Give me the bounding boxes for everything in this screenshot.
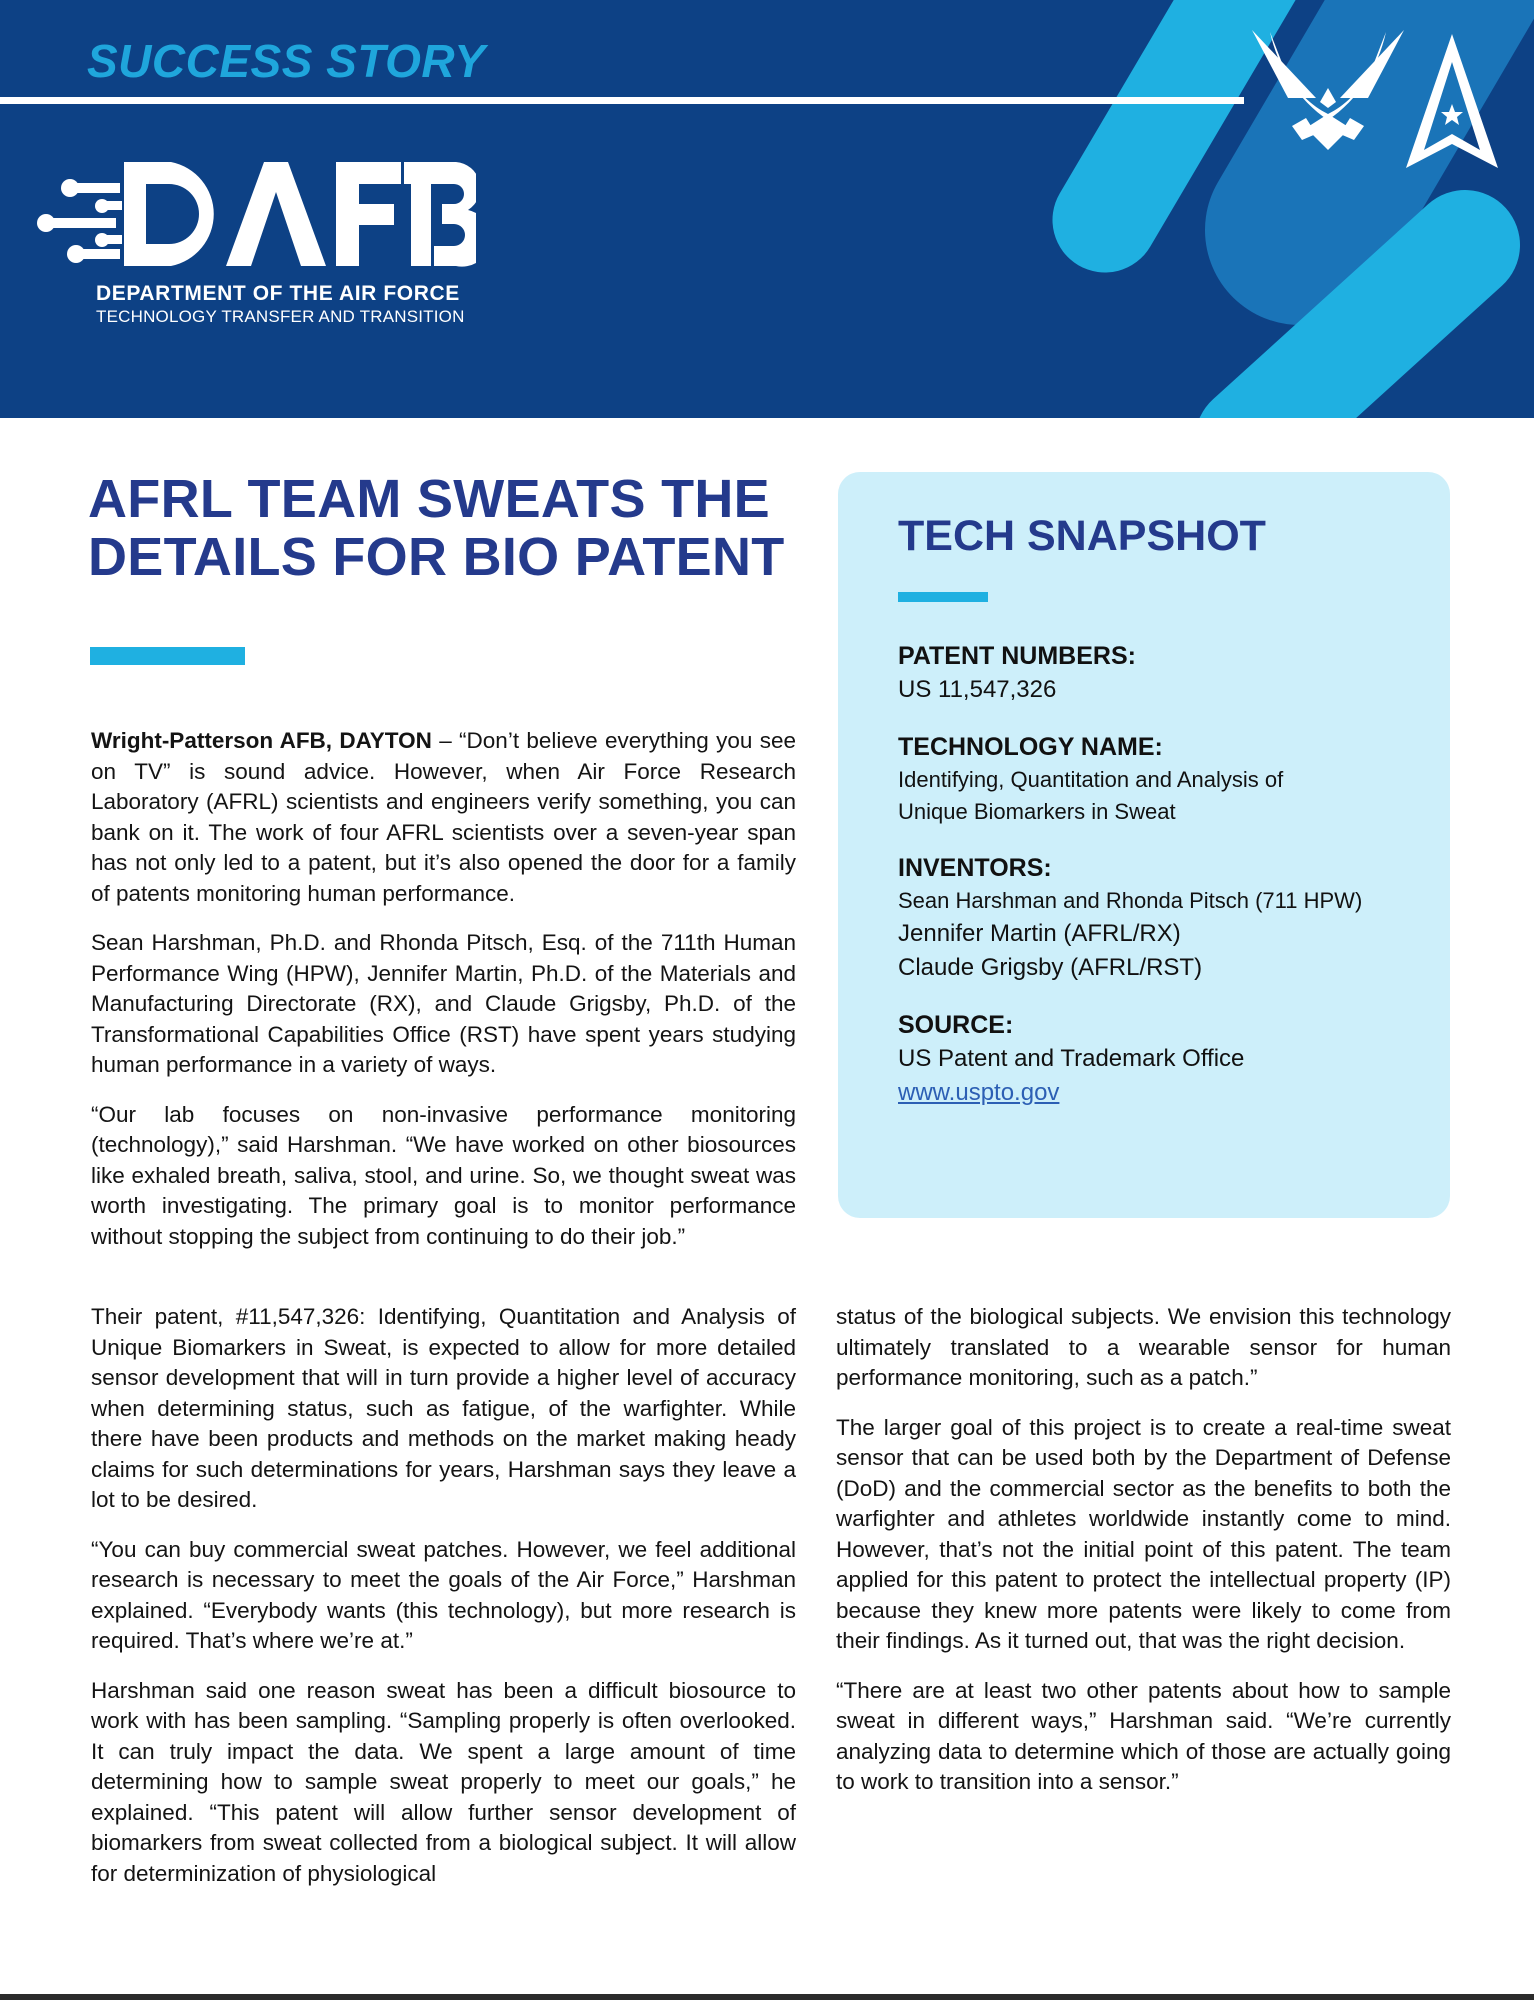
article-paragraph-5: “You can buy commercial sweat patches. However, we feel additional research is necessary to meet the goals of the Air Force,” Harshman explained. “Everybody wants (this technology), but more research is required. That’s where we’re at.” — [91, 1536, 796, 1653]
daft3-logo-icon — [36, 158, 476, 268]
tech-snapshot-box — [838, 472, 1450, 1218]
article-paragraph-3: “Our lab focuses on non-invasive performance monitoring (technology),” said Harshman. “We have worked on other biosources like exhaled breath, saliva, stool, and urine. So, we thought sweat was worth investigating. The primary goal is to monitor performance without stopping the subject from continuing to do their job.” — [91, 1101, 796, 1249]
inventors-section — [898, 852, 1418, 985]
air-force-symbol-icon — [1248, 28, 1408, 168]
uspto-link[interactable]: www.uspto.gov — [898, 1079, 1060, 1106]
source-section — [898, 1009, 1418, 1110]
header-banner — [0, 0, 1534, 418]
headline-accent-bar — [90, 647, 245, 665]
article-paragraph-9: “There are at least two other patents about how to sample sweat in different ways,” Harshman said. “We’re currently analyzing data to determine which of those are actually going to work to transition into a sensor.” — [836, 1677, 1451, 1794]
tech-snapshot-details — [898, 640, 1418, 1134]
technology-name-section — [898, 731, 1418, 828]
tech-snapshot-title: TECH SNAPSHOT — [898, 512, 1266, 560]
inventor-2: Jennifer Martin (AFRL/RX) — [898, 920, 1181, 947]
header-divider — [0, 97, 1244, 104]
article-column-right — [836, 1302, 1451, 1817]
source-label: SOURCE: — [898, 1011, 1014, 1039]
article-column-left-top — [91, 726, 796, 1271]
article-paragraph-2: Sean Harshman, Ph.D. and Rhonda Pitsch, Esq. of the 711th Human Performance Wing (HPW), Jennifer Martin, Ph.D. of the Materials and Manufacturing Directorate (RX), and Claude Grigsby, Ph.D. of the Transformational Capabilities Office (RST) have spent years studying human performance in a variety of ways. — [91, 930, 796, 1077]
patent-numbers-value: US 11,547,326 — [898, 676, 1057, 703]
tech-snapshot-accent-bar — [898, 592, 988, 602]
article-paragraph-7: status of the biological subjects. We envision this technology ultimately translated to a wearable sensor for human performance monitoring, such as a patch.” — [836, 1304, 1451, 1390]
logo-department-text: DEPARTMENT OF THE AIR FORCE — [96, 282, 460, 305]
patent-numbers-section — [898, 640, 1418, 707]
article-paragraph-8: The larger goal of this project is to create a real-time sweat sensor that can be used both by the Department of Defense (DoD) and the commercial sector as the benefits to both the warfighter and athletes worldwide instantly come to mind. However, that’s not the initial point of this patent. The team applied for this patent to protect the intellectual property (IP) because they knew more patents were likely to come from their findings. As it turned out, that was the right decision. — [836, 1414, 1451, 1653]
headline-line-2: DETAILS FOR BIO PATENT — [88, 527, 785, 587]
article-column-left-bottom — [91, 1302, 796, 1908]
inventors-label: INVENTORS: — [898, 854, 1052, 882]
page-bottom-rule — [0, 1994, 1534, 2000]
article-paragraph-4: Their patent, #11,547,326: Identifying, Quantitation and Analysis of Unique Biomarkers in Sweat, is expected to allow for more detailed sensor development that will in turn provide a higher level of accuracy when determining status, such as fatigue, of the warfighter. While there have been products and methods on the market making heady claims for such determinations for years, Harshman says they leave a lot to be desired. — [91, 1304, 796, 1512]
inventor-3: Claude Grigsby (AFRL/RST) — [898, 954, 1203, 981]
patent-numbers-label: PATENT NUMBERS: — [898, 642, 1136, 670]
space-force-delta-icon — [1404, 32, 1500, 172]
technology-name-line-1: Identifying, Quantitation and Analysis of — [898, 767, 1284, 792]
headline-line-1: AFRL TEAM SWEATS THE — [88, 469, 770, 529]
technology-name-line-2: Unique Biomarkers in Sweat — [898, 799, 1176, 824]
success-story-kicker: SUCCESS STORY — [87, 35, 486, 87]
article-paragraph-1-text: – “Don’t believe everything you see on TV” is sound advice. However, when Air Force Research Laboratory (AFRL) scientists and engineers verify something, you can bank on it. The work of four AFRL scientists over a seven-year span has not only led to a patent, but it’s also opened the door for a family of patents monitoring human performance. — [91, 728, 796, 906]
logo-subtitle-text: TECHNOLOGY TRANSFER AND TRANSITION — [96, 307, 465, 326]
source-value: US Patent and Trademark Office — [898, 1045, 1245, 1072]
article-paragraph-1 — [91, 726, 796, 909]
inventor-1: Sean Harshman and Rhonda Pitsch (711 HPW) — [898, 888, 1363, 913]
article-headline — [88, 470, 808, 586]
article-paragraph-6: Harshman said one reason sweat has been a difficult biosource to work with has been sampling. “Sampling properly is often overlooked. It can truly impact the data. We spent a large amount of time determining how to sample sweat properly to meet our goals,” he explained. “This patent will allow further sensor development of biomarkers from sweat collected from a biological subject. It will allow for determinization of physiological — [91, 1677, 796, 1886]
article-dateline: Wright-Patterson AFB, DAYTON — [91, 728, 432, 753]
technology-name-label: TECHNOLOGY NAME: — [898, 733, 1163, 761]
